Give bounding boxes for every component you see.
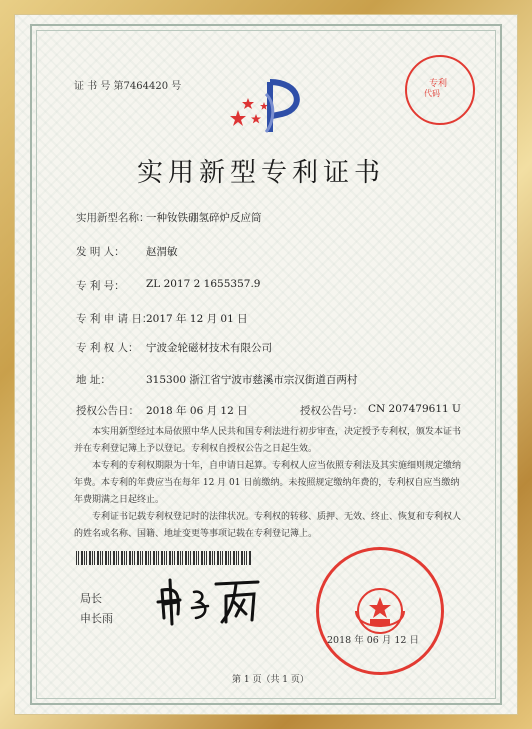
field-value-patent-no: ZL 2017 2 1655357.9 <box>146 278 261 290</box>
grant-number-value: CN 207479611 U <box>368 403 461 415</box>
certificate-title: 实用新型专利证书 <box>137 158 386 188</box>
field-value-address: 315300 浙江省宁波市慈溪市宗汉街道百两村 <box>146 374 358 386</box>
barcode <box>76 551 252 565</box>
grant-number-label: 授权公告号： <box>300 405 363 417</box>
patent-office-logo <box>226 74 308 136</box>
director-signature <box>150 572 270 628</box>
certificate-number: 证 书 号 第7464420 号 <box>74 81 182 92</box>
field-value-filing-date: 2017 年 12 月 01 日 <box>146 313 248 325</box>
field-label-patent-no: 专 利 号： <box>76 280 125 292</box>
field-label-owner: 专 利 权 人： <box>76 342 139 354</box>
grant-date-label: 授权公告日： <box>76 405 139 417</box>
field-label-name: 实用新型名称： <box>76 212 150 224</box>
seal-date: 2018 年 06 月 12 日 <box>327 635 419 646</box>
seal-inner-text-2: 代码 <box>424 89 440 98</box>
field-label-filing-date: 专 利 申 请 日： <box>76 313 153 325</box>
director-name: 申长雨 <box>80 612 113 625</box>
field-label-address: 地 址： <box>76 374 111 386</box>
special-patent-seal <box>405 55 475 125</box>
grant-date-value: 2018 年 06 月 12 日 <box>146 405 248 417</box>
field-label-inventor: 发 明 人： <box>76 246 125 258</box>
seal-inner-text: 专利 <box>429 79 448 89</box>
paragraph-grant-decision: 本实用新型经过本局依照中华人民共和国专利法进行初步审查，决定授予专利权，颁发本证书并在专利登记簿上予以登记。专利权自授权公告之日起生效。 <box>74 427 462 454</box>
paragraph-term-and-fees: 本专利的专利权期限为十年，自申请日起算。专利权人应当依照专利法及其实施细则规定缴纳年费。本专利的年费应当在每年 12 月 01 日前缴纳。未按照规定缴纳年费的，专利权自应当缴纳年费期满之日起终止。 <box>74 461 462 505</box>
national-emblem-icon <box>316 547 444 675</box>
field-value-owner: 宁波金轮磁材技术有限公司 <box>146 342 272 354</box>
paragraph-legal-status: 专利证书记载专利权登记时的法律状况。专利权的转移、质押、无效、终止、恢复和专利权人的姓名或名称、国籍、地址变更等事项记载在专利登记簿上。 <box>74 512 462 539</box>
field-value-name: 一种钕铁硼氢碎炉反应筒 <box>146 212 262 224</box>
field-value-inventor: 赵渭敏 <box>146 246 178 258</box>
director-title: 局长 <box>80 592 102 605</box>
page-number: 第 1 页（共 1 页） <box>232 675 309 685</box>
